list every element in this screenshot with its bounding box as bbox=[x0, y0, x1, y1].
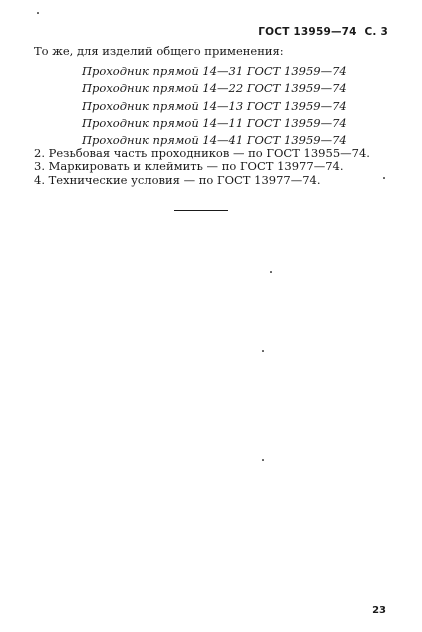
section-divider bbox=[174, 210, 228, 211]
header-standard: ГОСТ 13959—74 bbox=[258, 26, 357, 38]
page-number: 23 bbox=[372, 605, 386, 616]
numbered-item: 4. Технические условия — по ГОСТ 13977—74. bbox=[34, 172, 321, 187]
numbered-item: 3. Маркировать и клеймить — по ГОСТ 13977—74. bbox=[34, 159, 344, 174]
scan-speck bbox=[383, 177, 385, 179]
product-item: Проходник прямой 14—11 ГОСТ 13959—74 bbox=[82, 115, 347, 130]
product-list bbox=[82, 63, 347, 149]
scan-speck bbox=[37, 12, 39, 14]
scan-speck bbox=[270, 271, 272, 273]
page-header bbox=[254, 26, 388, 38]
numbered-item: 2. Резьбовая часть проходников — по ГОСТ 13955—74. bbox=[34, 146, 370, 160]
numbered-items bbox=[34, 147, 370, 187]
scan-speck bbox=[262, 459, 264, 461]
intro-text: То же, для изделий общего применения: bbox=[34, 44, 284, 58]
header-page-ref: С. 3 bbox=[364, 26, 388, 38]
product-item: Проходник прямой 14—22 ГОСТ 13959—74 bbox=[82, 81, 347, 96]
product-item: Проходник прямой 14—31 ГОСТ 13959—74 bbox=[82, 64, 347, 78]
scan-speck bbox=[262, 350, 264, 352]
product-item: Проходник прямой 14—13 ГОСТ 13959—74 bbox=[82, 98, 347, 113]
product-item: Проходник прямой 14—41 ГОСТ 13959—74 bbox=[82, 133, 347, 148]
